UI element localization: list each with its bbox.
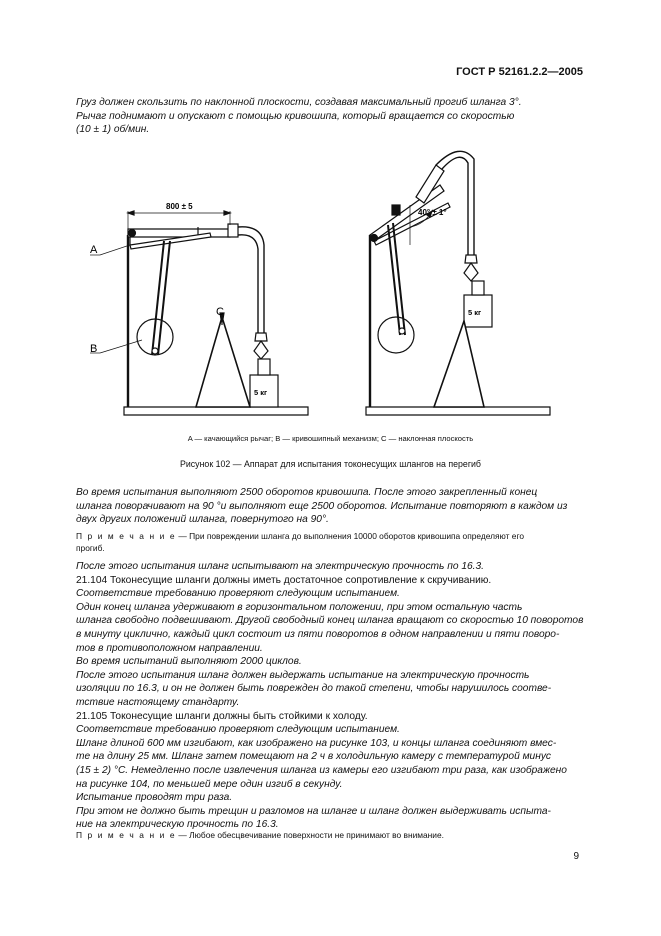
dim-angle: 40° ± 1° — [418, 208, 447, 217]
body-line: Испытание проводят три раза. — [76, 792, 233, 804]
body-line: в минуту циклично, каждый цикл состоит из пяти поворотов в одном направлении и пяти поворо- — [76, 628, 560, 640]
figure-102-diagram — [80, 145, 580, 445]
right-base — [366, 407, 550, 415]
dim-length: 800 ± 5 — [166, 202, 193, 211]
figure-caption: Рисунок 102 — Аппарат для испытания токонесущих шлангов на перегиб — [180, 459, 481, 469]
body-line: После этого испытания шланг испытывают на электрическую прочность по 16.3. — [76, 561, 484, 572]
note-text: — При повреждении шланга до выполнения 10000 оборотов кривошипа определяют его — [176, 531, 524, 541]
body-line: Один конец шланга удерживают в горизонтальном положении, при этом остальную часть — [76, 601, 523, 613]
body-text — [76, 560, 586, 832]
body-line: ние на электрическую прочность по 16.3. — [76, 819, 279, 831]
intro-line: (10 ± 1) об/мин. — [76, 124, 150, 136]
intro-line: Рычаг поднимают и опускают с помощью кривошипа, который вращается со скоростью — [76, 110, 515, 122]
intro-paragraph — [76, 96, 586, 137]
body-line: шланга свободно подвешивают. Другой свободный конец шланга вращают со скоростью 10 поворотов — [76, 615, 584, 627]
body-line: 21.104 Токонесущие шланги должны иметь достаточное сопротивление к скручиванию. — [76, 574, 492, 586]
para-line: шланга поворачивают на 90 °и выполняют еще 2500 оборотов. Испытание повторяют в каждом из — [76, 500, 568, 512]
left-arm — [128, 229, 230, 237]
note-2 — [76, 829, 586, 841]
body-line: на рисунке 104, по меньшей мере один изгиб в секунду. — [76, 778, 343, 790]
para-line: двух других положений шланга, повернутого на 90°. — [76, 514, 329, 526]
body-line: тствие настоящему стандарту. — [76, 696, 240, 708]
body-line: 21.105 Токонесущие шланги должны быть стойкими к холоду. — [76, 710, 368, 722]
weight-left-label: 5 кг — [254, 388, 268, 397]
body-line: тов в противоположном направлении. — [76, 642, 263, 654]
body-line: При этом не должно быть трещин и разломов на шланге и шланг должен выдерживать испыта- — [76, 805, 551, 817]
label-a: A — [90, 244, 98, 256]
note-text: прогиб. — [76, 543, 105, 553]
body-line: Шланг длиной 600 мм изгибают, как изображено на рисунке 103, и концы шланга соединяют вмес- — [76, 737, 557, 749]
body-line: Соответствие требованию проверяют следующим испытанием. — [76, 588, 400, 600]
label-c: C — [216, 306, 224, 318]
body-line: изоляции по 16.3, и он не должен быть поврежден до такой степени, чтобы нарушилось соотве- — [76, 683, 552, 695]
standard-header: ГОСТ Р 52161.2.2—2005 — [456, 66, 583, 78]
note-1 — [76, 530, 586, 554]
body-line: (15 ± 2) °С. Немедленно после извлечения шланга из камеры его изгибают три раза, как изображено — [76, 764, 567, 776]
body-line: Соответствие требованию проверяют следующим испытанием. — [76, 724, 400, 736]
note-prefix: П р и м е ч а н и е — [76, 830, 177, 840]
note-prefix: П р и м е ч а н и е — [76, 531, 177, 541]
intro-line: Груз должен скользить по наклонной плоскости, создавая максимальный прогиб шланга 3°. — [76, 97, 522, 108]
body-line: После этого испытания шланг должен выдержать испытание на электрическую прочность — [76, 669, 530, 681]
body-line: те на длину 25 мм. Шланг затем помещают на 2 ч в холодильную камеру с температурой минус — [76, 751, 552, 763]
note-text: — Любое обесцвечивание поверхности не принимают во внимание. — [176, 830, 444, 840]
label-b: B — [90, 343, 98, 355]
inclined-plane — [196, 317, 250, 407]
page-number: 9 — [573, 851, 579, 862]
para-line: Во время испытания выполняют 2500 оборотов кривошипа. После этого закрепленный конец — [76, 487, 538, 498]
left-base — [124, 407, 308, 415]
right-crank-wheel — [378, 317, 414, 353]
para-revolutions — [76, 486, 586, 527]
weight-right-label: 5 кг — [468, 308, 482, 317]
body-line: Во время испытаний выполняют 2000 циклов. — [76, 656, 302, 668]
figure-legend: A — качающийся рычаг; B — кривошипный механизм; C — наклонная плоскость — [187, 434, 474, 443]
